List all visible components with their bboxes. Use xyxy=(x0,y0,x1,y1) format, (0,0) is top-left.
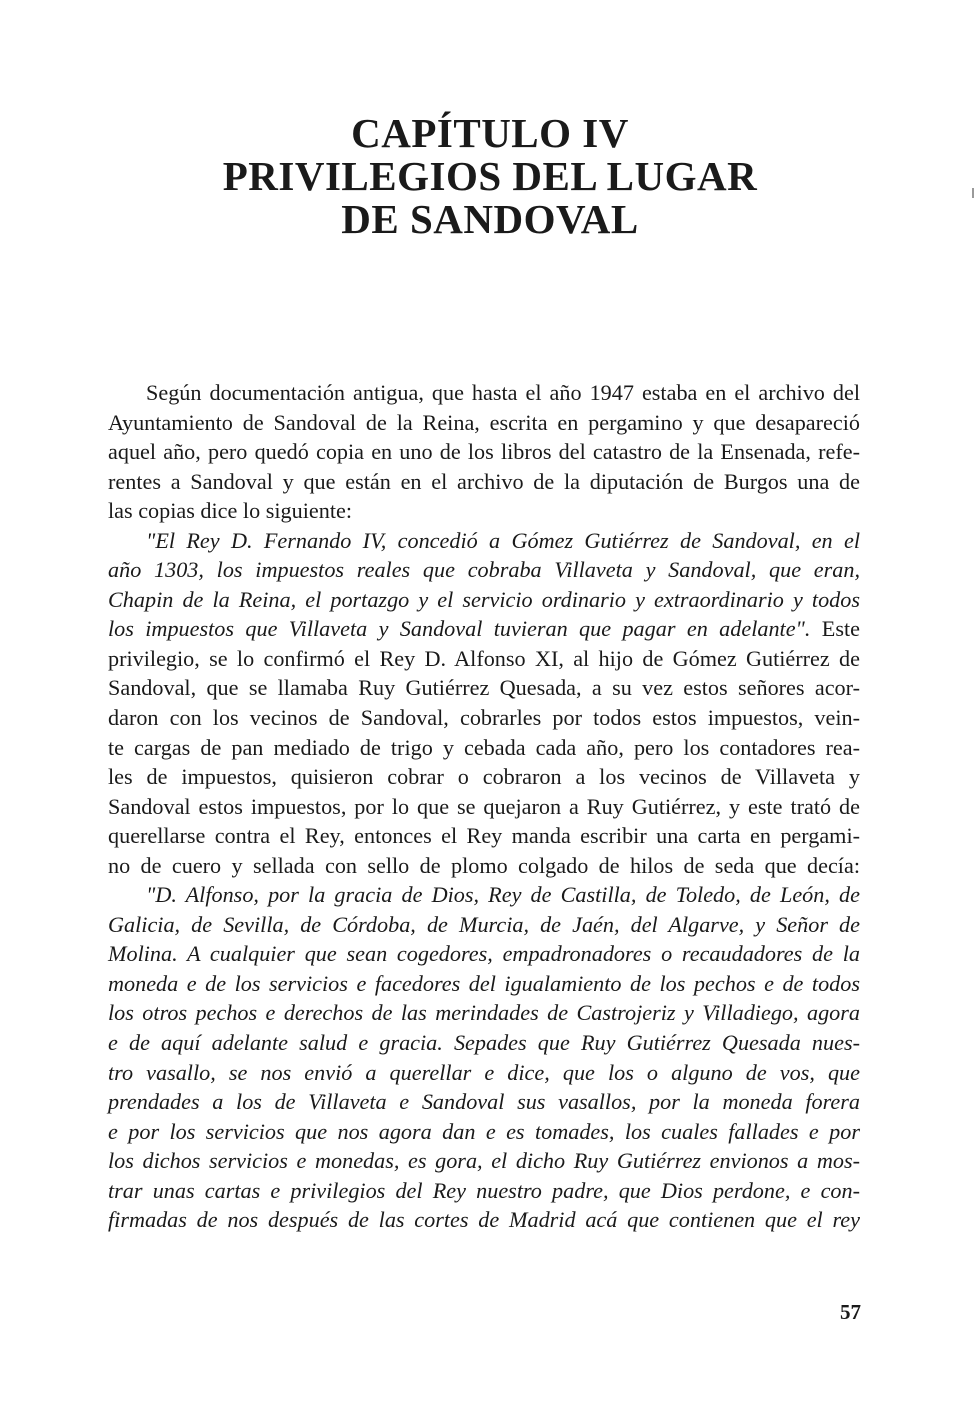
quote-line: tro vasallo, se nos envió a querellar e dice, que los o alguno de vos, que xyxy=(108,1059,860,1085)
quote-line: Molina. A cualquier que sean cogedores, empadronadores o recaudadores de la xyxy=(108,941,860,967)
quote-line: Chapin de la Reina, el portazgo y el servicio ordinario y extraordinario y todos xyxy=(108,586,860,612)
text-line: Según documentación antigua, que hasta el año 1947 estaba en el archivo del xyxy=(146,380,860,405)
text-line: privilegio, se lo confirmó el Rey D. Alfonso XI, al hijo de Gómez Gutiérrez de xyxy=(108,645,860,671)
text-line: querellarse contra el Rey, entonces el Rey manda escribir una carta en pergami- xyxy=(108,823,860,849)
quote-line: Galicia, de Sevilla, de Córdoba, de Murcia, de Jaén, del Algarve, y Señor de xyxy=(108,911,860,937)
chapter-title xyxy=(100,112,880,241)
quote-line: "D. Alfonso, por la gracia de Dios, Rey de Castilla, de Toledo, de León, de xyxy=(146,882,860,908)
text-line: no de cuero y sellada con sello de plomo colgado de hilos de seda que decía: xyxy=(108,852,860,878)
quote-segment: los impuestos que Villaveta y Sandoval tuvieran que pagar en adelante". xyxy=(108,616,811,642)
text-line: Sandoval, que se llamaba Ruy Gutiérrez Quesada, a su vez estos señores acor- xyxy=(108,675,860,701)
text-line: les de impuestos, quisieron cobrar o cobraron a los vecinos de Villaveta y xyxy=(108,764,860,790)
body-text xyxy=(108,378,860,1235)
text-line: Ayuntamiento de Sandoval de la Reina, escrita en pergamino y que desapareció xyxy=(108,409,860,435)
quote-line: año 1303, los impuestos reales que cobraba Villaveta y Sandoval, que eran, xyxy=(108,557,860,583)
quote-line: moneda e de los servicios e facedores del igualamiento de los pechos e de todos xyxy=(108,970,860,996)
text-line: daron con los vecinos de Sandoval, cobrarles por todos estos impuestos, vein- xyxy=(108,705,860,731)
text-line: Sandoval estos impuestos, por lo que se quejaron a Ruy Gutiérrez, y este trató de xyxy=(108,793,860,819)
text-segment: Este xyxy=(810,616,860,642)
quote-line: trar unas cartas e privilegios del Rey nuestro padre, que Dios perdone, e con- xyxy=(108,1177,860,1203)
quote-line: prendades a los de Villaveta e Sandoval sus vasallos, por la moneda forera xyxy=(108,1089,860,1115)
quote-line: e de aquí adelante salud e gracia. Sepades que Ruy Gutiérrez Quesada nues- xyxy=(108,1030,860,1056)
chapter-title-line: DE SANDOVAL xyxy=(341,196,639,242)
text-line: te cargas de pan mediado de trigo y cebada cada año, pero los contadores rea- xyxy=(108,734,860,760)
quote-line: los otros pechos e derechos de las merindades de Castrojeriz y Villadiego, agora xyxy=(108,1000,860,1026)
quote-line: los dichos servicios e monedas, es gora, el dicho Ruy Gutiérrez envionos a mos- xyxy=(108,1148,860,1174)
chapter-title-line: CAPÍTULO IV xyxy=(351,110,629,156)
quote-line: e por los servicios que nos agora dan e es tomades, los cuales fallades e por xyxy=(108,1118,860,1144)
mixed-line xyxy=(108,614,860,644)
quote-line: "El Rey D. Fernando IV, concedió a Gómez Gutiérrez de Sandoval, en el xyxy=(146,527,860,553)
page-number: 57 xyxy=(840,1300,861,1324)
text-line: aquel año, pero quedó copia en uno de los libros del catastro de la Ensenada, refe- xyxy=(108,439,860,465)
chapter-title-line: PRIVILEGIOS DEL LUGAR xyxy=(222,153,758,199)
quote-line: firmadas de nos después de las cortes de Madrid acá que contienen que el rey xyxy=(108,1207,860,1233)
text-line: las copias dice lo siguiente: xyxy=(108,498,352,524)
margin-mark xyxy=(972,188,974,198)
text-line: rentes a Sandoval y que están en el archivo de la diputación de Burgos una de xyxy=(108,468,860,494)
